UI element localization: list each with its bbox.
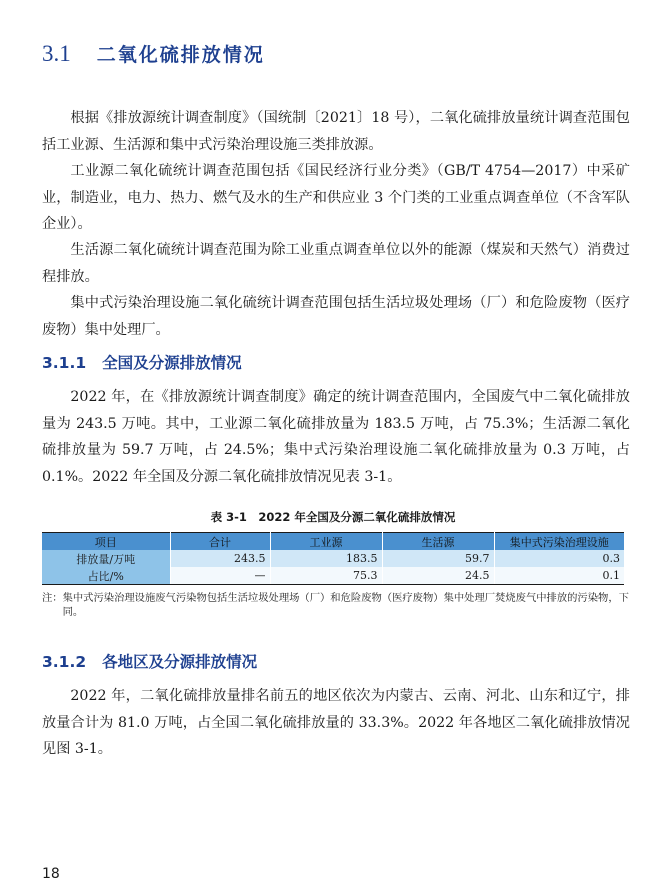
cell-industrial: 75.3 — [270, 567, 382, 585]
note-text: 集中式污染治理设施废气污染物包括生活垃圾处理场（厂）和危险废物（医疗废物）集中处理厂焚烧废气中排放的污染物，下同。 — [62, 592, 629, 618]
header-centralized: 集中式污染治理设施 — [494, 533, 624, 551]
intro-paragraph-4: 集中式污染治理设施二氧化硫统计调查范围包括生活垃圾处理场（厂）和危险废物（医疗废物）集中处理厂。 — [42, 295, 630, 338]
cell-centralized: 0.3 — [494, 550, 624, 567]
intro-paragraph-3: 生活源二氧化硫统计调查范围为除工业重点调查单位以外的能源（煤炭和天然气）消费过程排放。 — [42, 242, 630, 285]
table-row — [42, 550, 624, 567]
note-label: 注： — [42, 592, 63, 604]
emission-table — [42, 532, 624, 585]
page-number: 18 — [42, 866, 60, 882]
subsection-1-number: 3.1.1 — [42, 354, 87, 372]
subsection-1-heading — [42, 351, 242, 373]
cell-centralized: 0.1 — [494, 567, 624, 585]
header-total: 合计 — [170, 533, 270, 551]
cell-domestic: 24.5 — [382, 567, 494, 585]
cell-domestic: 59.7 — [382, 550, 494, 567]
subsection-2-heading — [42, 650, 257, 672]
subsection-1-title: 全国及分源排放情况 — [102, 354, 242, 372]
subsection-2-title: 各地区及分源排放情况 — [102, 653, 258, 671]
intro-paragraph-1: 根据《排放源统计调查制度》（国统制〔2021〕18 号），二氧化硫排放量统计调查范围包括工业源、生活源和集中式污染治理设施三类排放源。 — [42, 110, 630, 153]
cell-total: 243.5 — [170, 550, 270, 567]
subsection-1-paragraph: 2022 年，在《排放源统计调查制度》确定的统计调查范围内，全国废气中二氧化硫排放量为 243.5 万吨。其中，工业源二氧化硫排放量为 183.5 万吨，占 75.3%；生活源二氧化硫排放量为 59.7 万吨，占 24.5%；集中式污染治理设施二氧化硫排放量为 0.3 万吨，占 0.1%。2022 年全国及分源二氧化硫排放情况见表 3-1。 — [42, 389, 630, 485]
cell-total: — — [170, 567, 270, 585]
table-row — [42, 567, 624, 585]
section-heading — [42, 40, 265, 67]
table-caption: 表 3-1 2022 年全国及分源二氧化硫排放情况 — [210, 510, 456, 524]
row-label: 排放量/万吨 — [42, 550, 170, 567]
header-industrial: 工业源 — [270, 533, 382, 551]
table-note — [42, 591, 630, 619]
subsection-2-number: 3.1.2 — [42, 653, 87, 671]
intro-paragraph-2: 工业源二氧化硫统计调查范围包括《国民经济行业分类》（GB/T 4754—2017）中采矿业，制造业，电力、热力、燃气及水的生产和供应业 3 个门类的工业重点调查单位（不含军队企业）。 — [42, 163, 630, 232]
section-title: 二氧化硫排放情况 — [96, 44, 265, 66]
section-number: 3.1 — [42, 41, 71, 66]
subsection-2-paragraph: 2022 年，二氧化硫排放量排名前五的地区依次为内蒙古、云南、河北、山东和辽宁，排放量合计为 81.0 万吨，占全国二氧化硫排放量的 33.3%。2022 年各地区二氧化硫排放情况见图 3-1。 — [42, 688, 630, 757]
header-item: 项目 — [42, 533, 170, 551]
table-header-row — [42, 533, 624, 551]
row-label: 占比/% — [42, 567, 170, 585]
cell-industrial: 183.5 — [270, 550, 382, 567]
header-domestic: 生活源 — [382, 533, 494, 551]
